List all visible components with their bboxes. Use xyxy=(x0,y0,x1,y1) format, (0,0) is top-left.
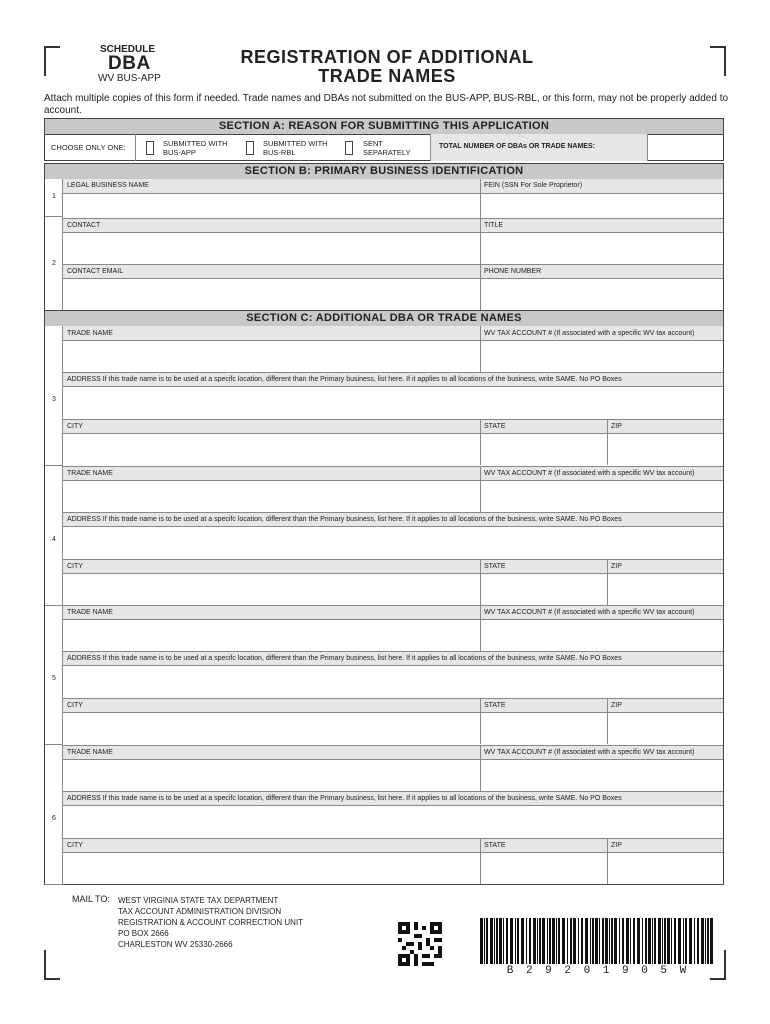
contact-label: CONTACT xyxy=(67,222,101,229)
section-a-heading: SECTION A: REASON FOR SUBMITTING THIS APPLICATION xyxy=(45,119,723,135)
state-label: STATE xyxy=(484,841,506,849)
title-label: TITLE xyxy=(484,222,504,229)
option-sent-line1: SENT xyxy=(363,139,384,148)
state-label: STATE xyxy=(484,702,506,709)
legal-business-name-field[interactable] xyxy=(63,186,479,216)
wv-tax-account-field[interactable] xyxy=(481,760,723,791)
state-field[interactable] xyxy=(481,853,607,884)
corner-mark-top-left xyxy=(44,46,60,76)
wv-tax-account-label: WV TAX ACCOUNT # (If associated with a specific WV tax account) xyxy=(484,748,695,756)
fein-label: FEIN (SSN For Sole Proprietor) xyxy=(484,182,583,189)
address-field[interactable] xyxy=(63,806,723,837)
option-bus-rbl-line2: BUS-RBL xyxy=(263,148,296,157)
form-code: DBA xyxy=(108,53,151,74)
mail-address-line4: PO BOX 2666 xyxy=(118,929,169,938)
mail-address-line1: WEST VIRGINIA STATE TAX DEPARTMENT xyxy=(118,896,279,905)
wv-tax-account-label: WV TAX ACCOUNT # (If associated with a specific WV tax account) xyxy=(484,609,695,616)
row-number-5: 5 xyxy=(52,675,56,682)
zip-label: ZIP xyxy=(611,702,622,709)
city-label: CITY xyxy=(67,702,83,709)
section-a xyxy=(44,118,724,161)
title-field[interactable] xyxy=(481,233,723,264)
total-dba-input[interactable] xyxy=(647,134,723,161)
wv-tax-account-label: WV TAX ACCOUNT # (If associated with a specific WV tax account) xyxy=(484,469,695,477)
state-label: STATE xyxy=(484,423,506,430)
checkbox-sent-separately[interactable] xyxy=(345,141,353,155)
wv-tax-account-label: WV TAX ACCOUNT # (If associated with a specific WV tax account) xyxy=(484,330,695,337)
address-label: ADDRESS If this trade name is to be used at a specifc location, different than the Primary business, list here. If it applies to all locations of the business, write SAME. No PO Boxes xyxy=(67,655,622,662)
zip-field[interactable] xyxy=(608,434,723,465)
row-number-2: 2 xyxy=(52,260,56,267)
mail-address-line5: CHARLESTON WV 25330-2666 xyxy=(118,940,233,949)
city-label: CITY xyxy=(67,841,83,849)
section-c-heading: SECTION C: ADDITIONAL DBA OR TRADE NAMES xyxy=(45,311,723,327)
checkbox-bus-rbl[interactable] xyxy=(246,141,254,155)
city-field[interactable] xyxy=(63,713,479,744)
address-label: ADDRESS If this trade name is to be used at a specifc location, different than the Primary business, list here. If it applies to all locations of the business, write SAME. No PO Boxes xyxy=(67,794,622,802)
state-label: STATE xyxy=(484,562,506,570)
address-field[interactable] xyxy=(63,387,723,418)
address-label: ADDRESS If this trade name is to be used at a specifc location, different than the Primary business, list here. If it applies to all locations of the business, write SAME. No PO Boxes xyxy=(67,376,622,383)
total-dba-label: TOTAL NUMBER OF DBAs OR TRADE NAMES: xyxy=(439,143,595,150)
mail-address-line3: REGISTRATION & ACCOUNT CORRECTION UNIT xyxy=(118,918,304,927)
phone-number-field[interactable] xyxy=(481,279,723,311)
choose-only-one-label: CHOOSE ONLY ONE: xyxy=(51,143,126,152)
address-field[interactable] xyxy=(63,527,723,558)
trade-name-label: TRADE NAME xyxy=(67,469,113,477)
trade-name-label: TRADE NAME xyxy=(67,748,113,756)
option-bus-app-line2: BUS-APP xyxy=(163,148,196,157)
row-number-3: 3 xyxy=(52,396,56,403)
schedule-label: SCHEDULE xyxy=(100,44,156,55)
state-field[interactable] xyxy=(481,574,607,605)
trade-name-field[interactable] xyxy=(63,341,479,372)
legal-business-name-label: LEGAL BUSINESS NAME xyxy=(67,182,149,189)
contact-email-label: CONTACT EMAIL xyxy=(67,268,124,275)
corner-mark-bottom-left xyxy=(44,950,60,980)
qr-code xyxy=(398,922,442,966)
contact-field[interactable] xyxy=(63,233,479,264)
zip-field[interactable] xyxy=(608,853,723,884)
section-b-heading: SECTION B: PRIMARY BUSINESS IDENTIFICATION xyxy=(45,164,723,180)
zip-label: ZIP xyxy=(611,423,622,430)
section-c xyxy=(44,310,724,885)
checkbox-bus-app[interactable] xyxy=(146,141,154,155)
city-field[interactable] xyxy=(63,853,479,884)
barcode xyxy=(478,918,716,964)
zip-field[interactable] xyxy=(608,713,723,744)
trade-name-label: TRADE NAME xyxy=(67,330,113,337)
trade-name-field[interactable] xyxy=(63,481,479,512)
wv-tax-account-field[interactable] xyxy=(481,481,723,512)
zip-label: ZIP xyxy=(611,562,622,570)
barcode-text: B 2 9 2 0 1 9 0 5 W xyxy=(506,965,690,977)
mail-address-line2: TAX ACCOUNT ADMINISTRATION DIVISION xyxy=(118,907,282,916)
form-subtitle: WV BUS-APP xyxy=(98,73,161,84)
contact-email-field[interactable] xyxy=(63,279,479,311)
row-number-4: 4 xyxy=(52,535,56,543)
address-field[interactable] xyxy=(63,666,723,697)
trade-name-field[interactable] xyxy=(63,620,479,651)
section-b xyxy=(44,163,724,311)
zip-label: ZIP xyxy=(611,841,622,849)
option-sent-line2: SEPARATELY xyxy=(363,148,411,157)
address-label: ADDRESS If this trade name is to be used at a specifc location, different than the Primary business, list here. If it applies to all locations of the business, write SAME. No PO Boxes xyxy=(67,515,622,523)
city-label: CITY xyxy=(67,562,83,570)
fein-field[interactable] xyxy=(481,186,723,216)
wv-tax-account-field[interactable] xyxy=(481,620,723,651)
city-label: CITY xyxy=(67,423,83,430)
state-field[interactable] xyxy=(481,434,607,465)
option-bus-app-line1: SUBMITTED WITH xyxy=(163,139,228,148)
instructions: Attach multiple copies of this form if needed. Trade names and DBAs not submitted on the BUS-APP, BUS-RBL, or this form, may not be properly added to account. xyxy=(44,93,729,116)
corner-mark-top-right xyxy=(710,46,726,76)
option-bus-rbl-line1: SUBMITTED WITH xyxy=(263,139,328,148)
zip-field[interactable] xyxy=(608,574,723,605)
trade-name-label: TRADE NAME xyxy=(67,609,113,616)
mail-to-label: MAIL TO: xyxy=(72,894,110,904)
row-number-1: 1 xyxy=(52,193,56,200)
phone-number-label: PHONE NUMBER xyxy=(484,268,542,275)
city-field[interactable] xyxy=(63,434,479,465)
state-field[interactable] xyxy=(481,713,607,744)
page-title-line2: TRADE NAMES xyxy=(318,66,456,86)
row-number-6: 6 xyxy=(52,814,56,822)
trade-name-field[interactable] xyxy=(63,760,479,791)
wv-tax-account-field[interactable] xyxy=(481,341,723,372)
page-title-line1: REGISTRATION OF ADDITIONAL xyxy=(240,47,534,67)
city-field[interactable] xyxy=(63,574,479,605)
